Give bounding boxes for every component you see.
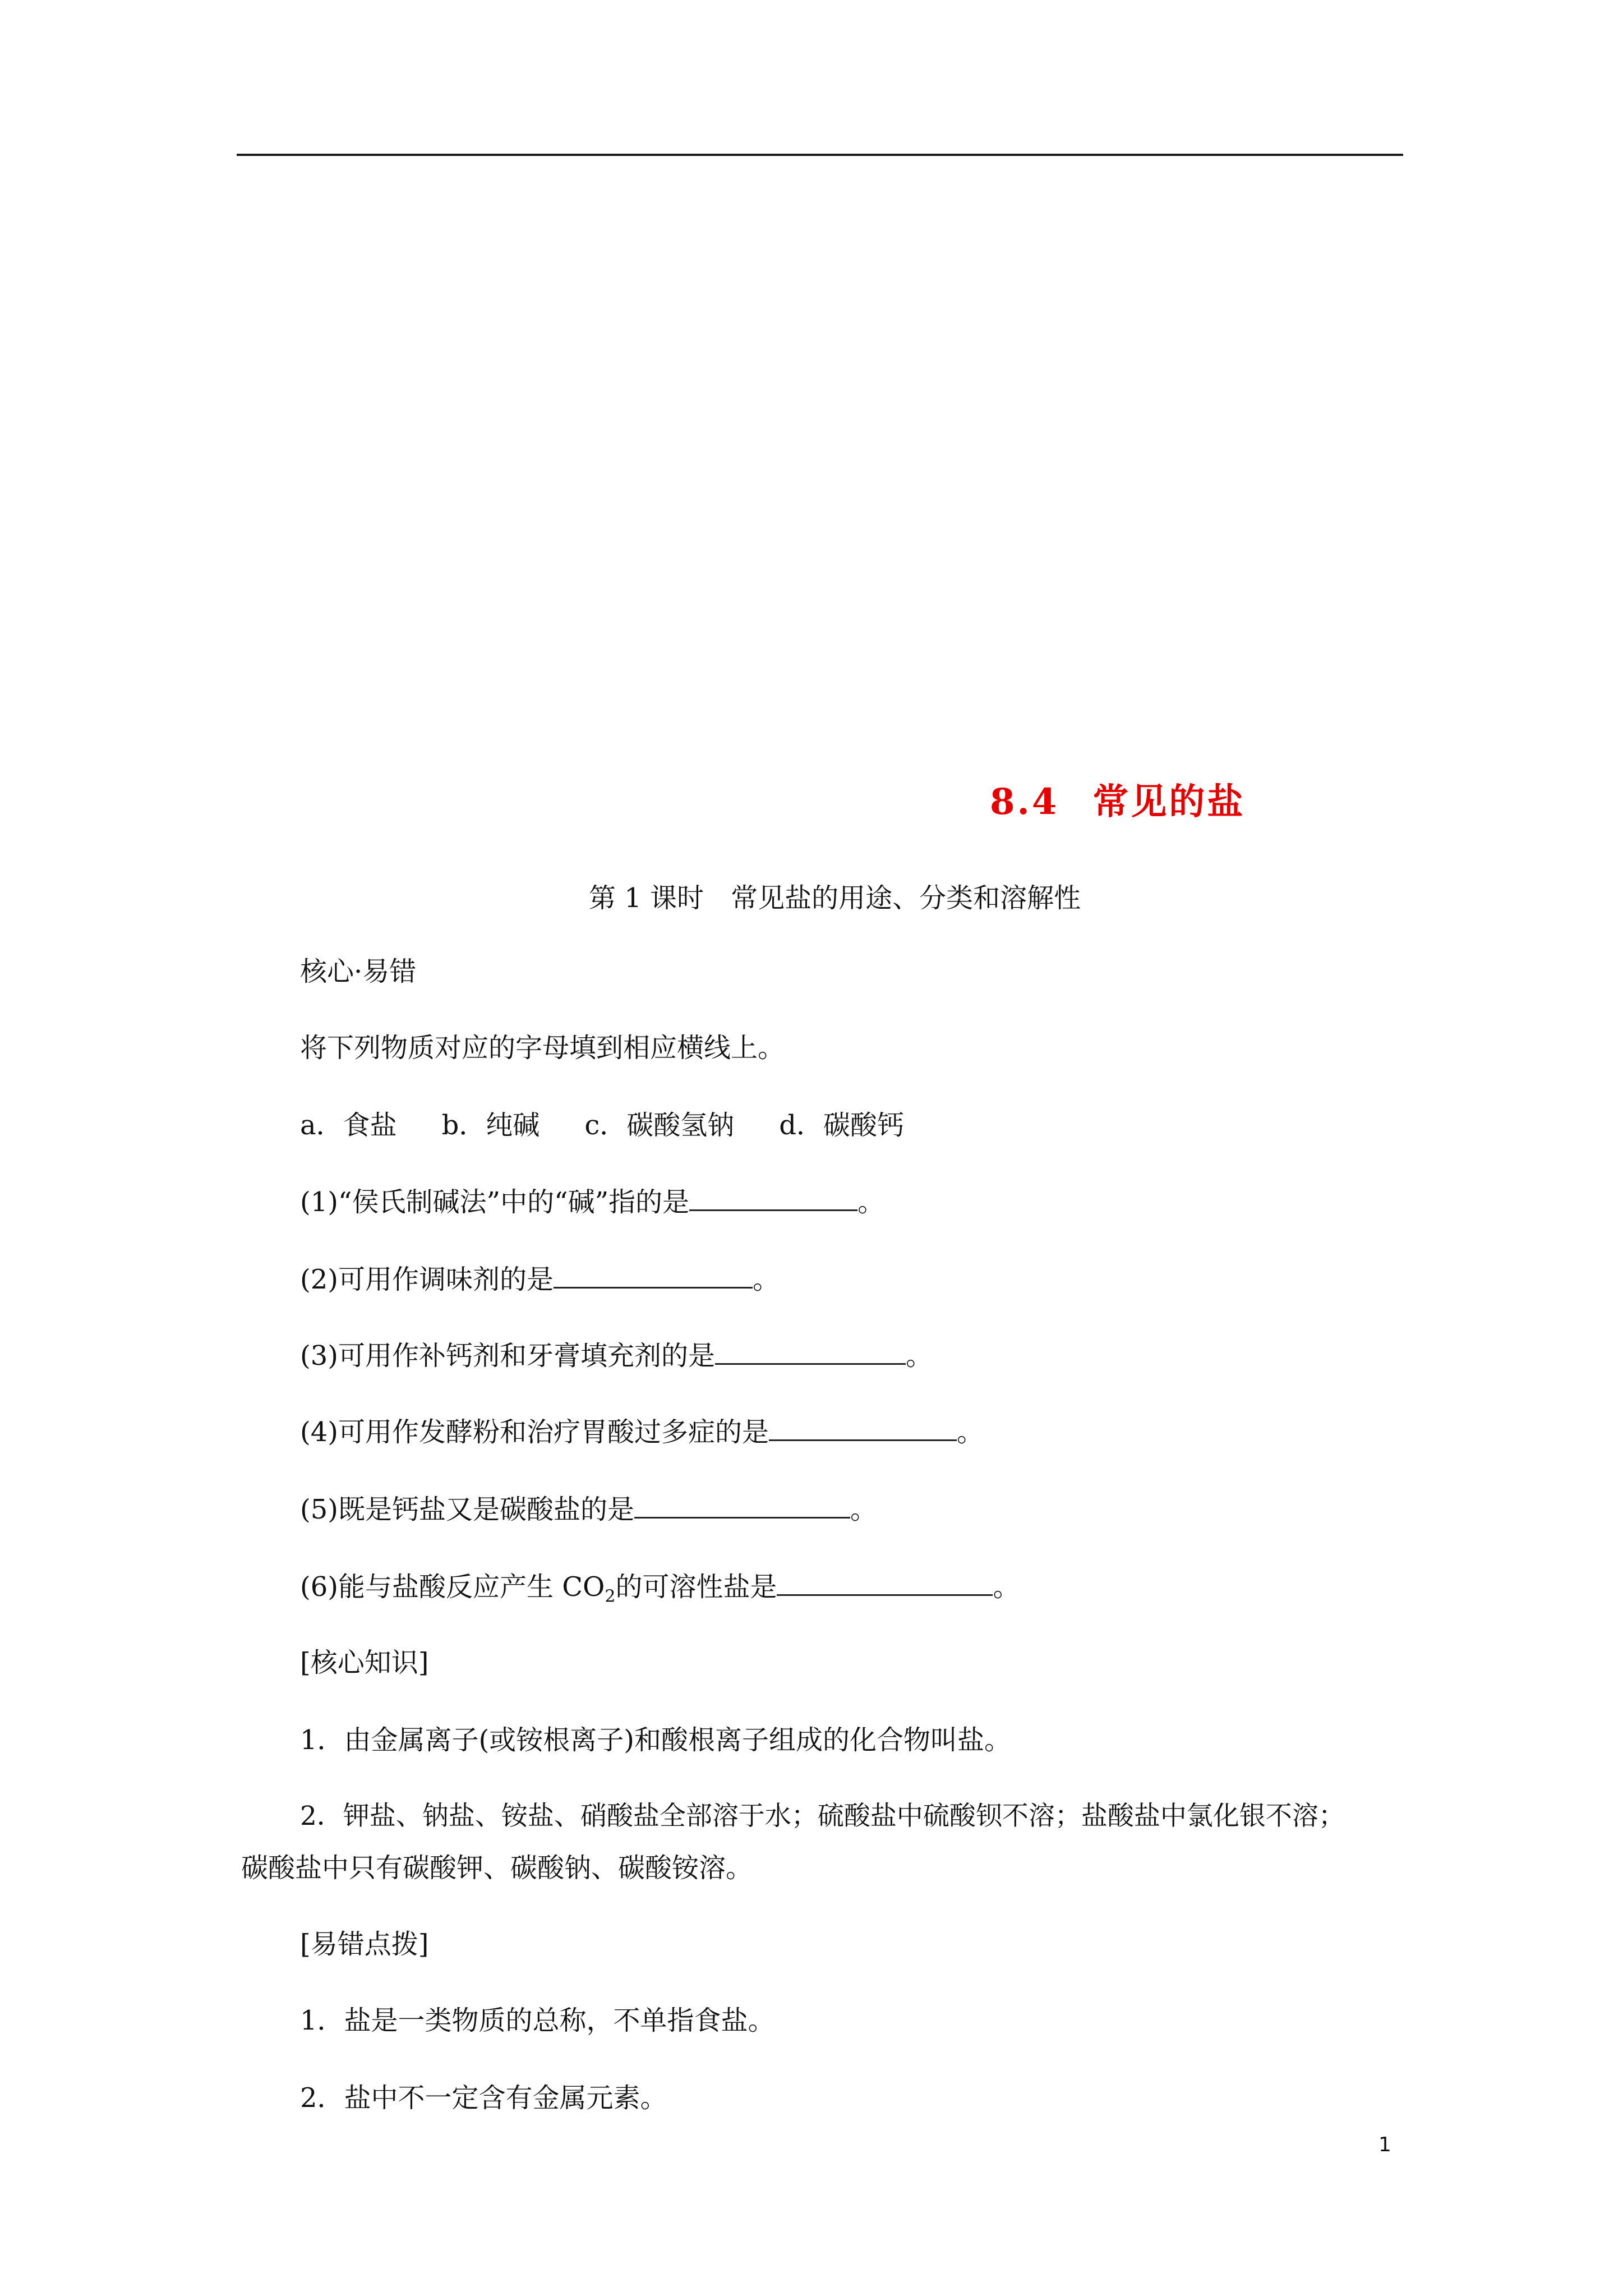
section-title [990, 773, 1245, 825]
knowledge-item-1: 1．由金属离子(或铵根离子)和酸根离子组成的化合物叫盐。 [300, 1724, 1011, 1756]
question-3 [300, 1338, 933, 1373]
question-6 [300, 1570, 1020, 1614]
option-b: b．纯碱 [441, 1110, 540, 1141]
question-end: 。 [957, 1416, 984, 1448]
answer-blank[interactable] [634, 1492, 850, 1519]
question-4 [300, 1415, 984, 1449]
question-text: (6)能与盐酸反应产生 CO [300, 1571, 605, 1603]
question-text: (1)“侯氏制碱法”中的“碱”指的是 [300, 1186, 690, 1218]
question-text: (2)可用作调味剂的是 [300, 1264, 554, 1295]
knowledge-item-2: 2．钾盐、钠盐、铵盐、硝酸盐全部溶于水；硫酸盐中硫酸钡不溶；盐酸盐中氯化银不溶； [300, 1801, 1345, 1832]
answer-blank[interactable] [777, 1570, 993, 1596]
answer-blank[interactable] [554, 1262, 753, 1289]
page-number: 1 [1378, 2133, 1391, 2156]
question-2 [300, 1262, 780, 1296]
options-row [300, 1108, 904, 1142]
tips-heading: [易错点拨] [300, 1929, 429, 1960]
option-d: d．碳酸钙 [779, 1110, 904, 1141]
knowledge-heading: [核心知识] [300, 1647, 429, 1678]
instruction: 将下列物质对应的字母填到相应横线上。 [300, 1032, 785, 1064]
tip-item-1: 1．盐是一类物质的总称，不单指食盐。 [300, 2005, 775, 2036]
question-end: 。 [857, 1186, 885, 1218]
answer-blank[interactable] [689, 1185, 857, 1211]
question-end: 。 [753, 1264, 780, 1295]
co2-subscript: 2 [605, 1586, 616, 1607]
section-number: 8.4 [990, 781, 1059, 823]
lesson-label: 第 1 课时 [589, 882, 704, 914]
section-title-text: 常见的盐 [1092, 781, 1246, 823]
question-end: 。 [993, 1571, 1020, 1603]
lesson-subtitle [589, 876, 1081, 915]
question-5 [300, 1492, 877, 1526]
question-end: 。 [906, 1340, 933, 1372]
option-a: a．食盐 [300, 1110, 397, 1141]
question-text: (5)既是钙盐又是碳酸盐的是 [300, 1494, 634, 1525]
tip-item-2: 2．盐中不一定含有金属元素。 [300, 2082, 667, 2114]
question-text: (3)可用作补钙剂和牙膏填充剂的是 [300, 1340, 715, 1372]
lesson-topic: 常见盐的用途、分类和溶解性 [731, 882, 1081, 914]
option-c: c．碳酸氢钠 [584, 1110, 735, 1141]
question-text: (4)可用作发酵粉和治疗胃酸过多症的是 [300, 1416, 769, 1448]
knowledge-item-2-cont: 碳酸盐中只有碳酸钾、碳酸钠、碳酸铵溶。 [241, 1852, 753, 1884]
question-end: 。 [850, 1494, 878, 1525]
question-text: 的可溶性盐是 [615, 1571, 777, 1603]
header-rule [237, 154, 1403, 156]
answer-blank[interactable] [715, 1338, 906, 1365]
section-label: 核心·易错 [300, 956, 417, 987]
question-1 [300, 1185, 884, 1219]
answer-blank[interactable] [769, 1415, 957, 1441]
